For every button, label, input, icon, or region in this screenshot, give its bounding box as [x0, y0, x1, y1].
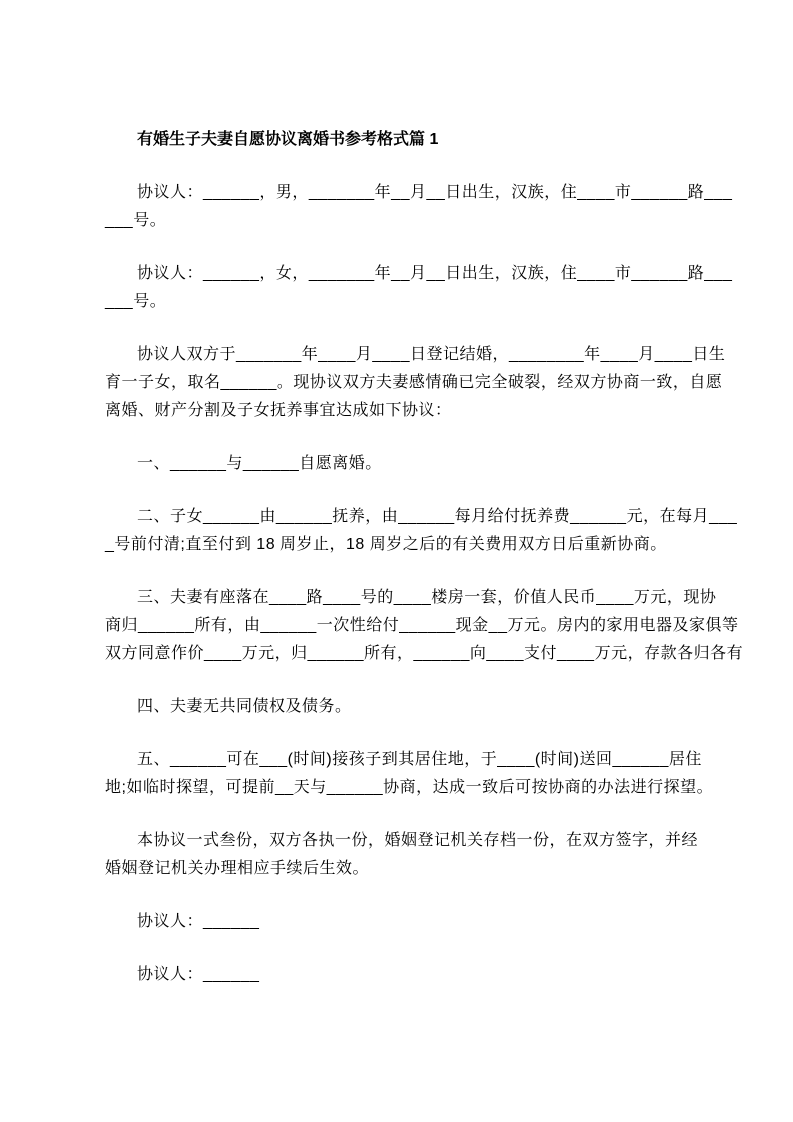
- paragraph-line: 婚姻登记机关办理相应手续后生效。: [105, 860, 370, 877]
- paragraph-preamble: [105, 341, 726, 425]
- signature-party-a: [105, 908, 693, 936]
- paragraph-line: 协议人：______，女，_______年__月__日出生，汉族，住____市______路___: [137, 265, 733, 282]
- paragraph-party-b: [105, 260, 733, 316]
- paragraph-clause-3: [105, 584, 744, 668]
- paragraph-line: 育一子女，取名______。现协议双方夫妻感情确已完全破裂，经双方协商一致，自愿: [105, 374, 723, 391]
- paragraph-line: 双方同意作价____万元，归______所有，______向____支付____万元，存款各归各有: [105, 645, 744, 662]
- paragraph-party-a: [105, 179, 733, 235]
- paragraph-line: 商归______所有，由______一次性给付______现金__万元。房内的家用电器及家俱等: [105, 617, 739, 634]
- paragraph-line: 地;如临时探望，可提前__天与______协商，达成一致后可按协商的办法进行探望。: [105, 779, 714, 796]
- paragraph-line: _号前付清;直至付到 18 周岁止，18 周岁之后的有关费用双方日后重新协商。: [105, 536, 667, 553]
- paragraph-clause-4: [105, 693, 693, 721]
- paragraph-line: ___号。: [105, 212, 167, 229]
- paragraph-clause-5: [105, 746, 714, 802]
- document-title: 有婚生子夫妻自愿协议离婚书参考格式篇 1: [137, 131, 439, 148]
- paragraph-line: 本协议一式叁份，双方各执一份，婚姻登记机关存档一份，在双方签字，并经: [137, 832, 699, 849]
- signature-line: 协议人：______: [137, 966, 260, 983]
- paragraph-line: 协议人双方于_______年____月____日登记结婚，________年____月____日生: [137, 346, 726, 363]
- paragraph-line: 三、夫妻有座落在____路____号的____楼房一套，价值人民币____万元，现协: [137, 589, 717, 606]
- paragraph-clause-1: [105, 450, 693, 478]
- paragraph-line: 离婚、财产分割及子女抚养事宜达成如下协议：: [105, 402, 452, 419]
- signature-party-b: [105, 961, 693, 989]
- paragraph-line: 四、夫妻无共同债权及债务。: [137, 698, 352, 715]
- paragraph-line: 二、子女______由______抚养，由______每月给付抚养费______元，在每月___: [137, 508, 738, 525]
- paragraph-line: 一、______与______自愿离婚。: [137, 455, 382, 472]
- paragraph-validity: [105, 827, 699, 883]
- paragraph-clause-2: [105, 503, 738, 559]
- signature-line: 协议人：______: [137, 913, 260, 930]
- paragraph-line: ___号。: [105, 293, 167, 310]
- paragraph-line: 协议人：______，男，_______年__月__日出生，汉族，住____市______路___: [137, 184, 733, 201]
- paragraph-line: 五、______可在___(时间)接孩子到其居住地，于____(时间)送回______居住: [137, 751, 702, 768]
